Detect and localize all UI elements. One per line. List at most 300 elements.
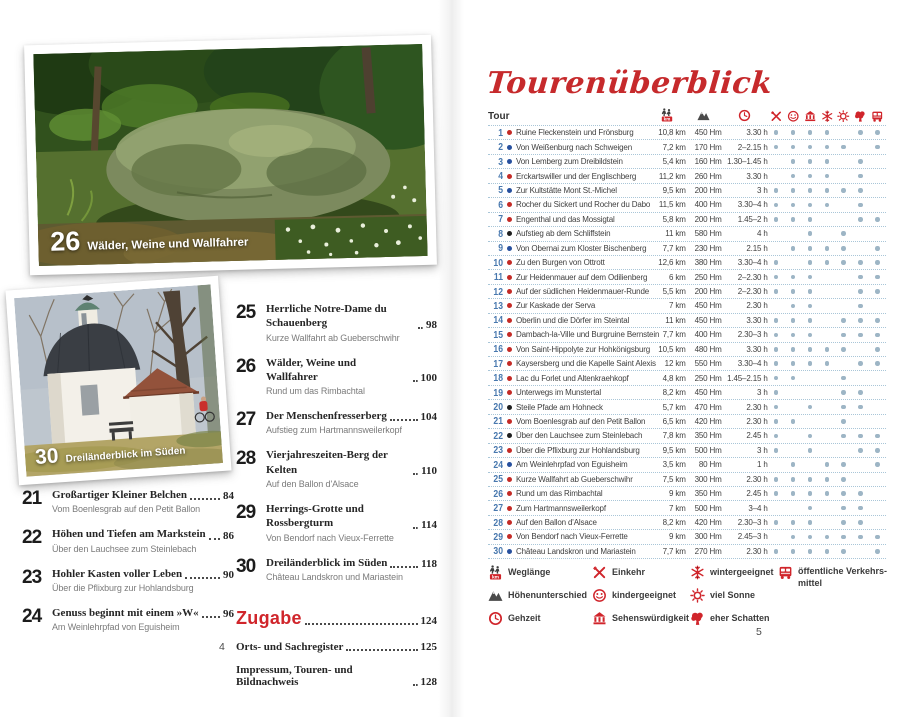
mark-cell <box>835 434 852 439</box>
tour-marks <box>768 549 886 554</box>
mark-dot <box>858 289 863 294</box>
dot-leader <box>190 498 220 500</box>
tour-elevation: 500 Hm <box>694 503 722 513</box>
mark-dot <box>791 333 796 338</box>
mark-cell <box>818 477 835 482</box>
toc-entry-title: Der Menschenfresserberg <box>266 410 387 423</box>
mark-cell <box>801 462 818 467</box>
mark-dot <box>791 347 796 352</box>
mark-cell <box>818 535 835 540</box>
toc-entry-page: 98 <box>426 318 437 331</box>
toc-entry <box>236 409 437 435</box>
tour-time: 1.30–1.45 h <box>727 157 768 167</box>
tour-time: 3.30 h <box>746 315 768 325</box>
mark-dot <box>825 535 830 540</box>
mark-cell <box>785 203 802 208</box>
toc-entry-page: 118 <box>421 557 437 570</box>
mark-dot <box>791 174 796 179</box>
tour-elevation: 200 Hm <box>694 287 722 297</box>
mark-dot <box>808 246 813 251</box>
tour-time: 3.30 h <box>746 128 768 138</box>
mark-cell <box>835 130 852 135</box>
mark-cell <box>852 520 869 525</box>
difficulty-dot <box>507 361 512 366</box>
mark-cell <box>768 419 785 424</box>
mark-cell <box>818 491 835 496</box>
mark-cell <box>869 390 886 395</box>
table-row <box>488 429 886 443</box>
tour-time: 2.45 h <box>746 431 768 441</box>
tour-name: Zur Kaskade der Serva <box>516 301 596 311</box>
mark-cell <box>785 260 802 265</box>
tour-number: 3 <box>498 155 503 168</box>
toc-entry-subtitle: Von Bendorf nach Vieux-Ferrette <box>266 532 394 543</box>
mark-cell <box>818 520 835 525</box>
toc-entry-number: 30 <box>236 555 256 577</box>
mark-cell <box>801 304 818 309</box>
mark-dot <box>791 462 796 467</box>
tour-name: Engenthal und das Mossigtal <box>516 214 615 224</box>
legend-item <box>778 565 888 589</box>
difficulty-cell <box>503 275 516 280</box>
tour-number: 9 <box>498 242 503 255</box>
mark-dot <box>841 333 846 338</box>
table-row <box>488 487 886 501</box>
toc-entry-title: Genuss beginnt mit einem »W« <box>52 606 199 619</box>
mark-dot <box>858 520 863 525</box>
tour-distance: 5,7 km <box>662 402 686 412</box>
mark-cell <box>768 333 785 338</box>
dot-leader <box>185 577 220 579</box>
table-row <box>488 530 886 544</box>
mark-cell <box>852 405 869 410</box>
toc-entry <box>22 488 234 514</box>
difficulty-dot <box>507 202 512 207</box>
toc-column-left <box>22 488 234 645</box>
page-gutter-shadow <box>438 0 464 717</box>
dot-leader <box>413 684 418 686</box>
tour-elevation: 270 Hm <box>694 546 722 556</box>
mark-cell <box>869 520 886 525</box>
mark-dot <box>774 419 779 424</box>
tour-time: 3.30–4 h <box>737 258 768 268</box>
tour-distance: 7 km <box>668 301 686 311</box>
tour-elevation: 250 Hm <box>694 272 722 282</box>
tour-name: Lac du Forlet und Altenkraehkopf <box>516 373 629 383</box>
mark-cell <box>768 506 785 511</box>
tour-time: 2.30 h <box>746 474 768 484</box>
mark-dot <box>791 145 796 150</box>
tour-marks <box>768 159 886 164</box>
mark-dot <box>791 304 796 309</box>
legend-item <box>690 565 778 580</box>
mark-cell <box>852 246 869 251</box>
toc-entry-page: 100 <box>420 372 437 385</box>
mark-cell <box>869 145 886 150</box>
mark-cell <box>835 535 852 540</box>
tour-distance: 6,5 km <box>662 416 686 426</box>
mark-cell <box>852 231 869 236</box>
legend-label: Einkehr <box>612 567 646 578</box>
mark-dot <box>791 535 796 540</box>
mark-cell <box>818 130 835 135</box>
mark-dot <box>808 535 813 540</box>
tour-number: 25 <box>493 473 503 486</box>
difficulty-cell <box>503 462 516 467</box>
page-title: Tourenüberblick <box>485 66 774 101</box>
mark-cell <box>869 347 886 352</box>
mark-dot <box>808 549 813 554</box>
mark-dot <box>825 130 830 135</box>
dot-leader <box>390 419 418 421</box>
mark-dot <box>841 405 846 410</box>
mark-cell <box>785 145 802 150</box>
mark-cell <box>768 376 785 381</box>
mark-dot <box>791 159 796 164</box>
mark-dot <box>791 275 796 280</box>
tour-number: 23 <box>493 444 503 457</box>
mark-cell <box>785 405 802 410</box>
difficulty-cell <box>503 145 516 150</box>
toc-entry-page: 86 <box>223 529 234 542</box>
mark-cell <box>852 448 869 453</box>
mark-cell <box>768 159 785 164</box>
tour-number: 6 <box>498 198 503 211</box>
mark-dot <box>808 260 813 265</box>
mark-dot <box>774 520 779 525</box>
tour-marks <box>768 520 886 525</box>
mark-cell <box>785 448 802 453</box>
toc-extra-entry <box>236 641 437 653</box>
mark-dot <box>858 130 863 135</box>
tour-name: Zum Hartmannsweilerkopf <box>516 503 606 513</box>
tour-marks <box>768 462 886 467</box>
mark-dot <box>791 130 796 135</box>
mark-cell <box>768 434 785 439</box>
tour-elevation: 230 Hm <box>694 243 722 253</box>
smiley-icon <box>787 110 800 123</box>
difficulty-dot <box>507 549 512 554</box>
tour-time: 3.30–4 h <box>737 200 768 210</box>
tour-elevation: 420 Hm <box>694 518 722 528</box>
mark-cell <box>785 361 802 366</box>
mark-cell <box>835 203 852 208</box>
cutlery-icon <box>770 110 783 123</box>
mark-dot <box>808 506 813 511</box>
mark-dot <box>858 174 863 179</box>
mark-dot <box>858 333 863 338</box>
page-number-right: 5 <box>756 626 762 638</box>
mark-cell <box>818 260 835 265</box>
mark-dot <box>825 549 830 554</box>
mark-dot <box>875 217 880 222</box>
svg-text:km: km <box>491 575 500 580</box>
tour-elevation: 300 Hm <box>694 474 722 484</box>
mark-cell <box>818 333 835 338</box>
mark-cell <box>801 333 818 338</box>
mark-cell <box>852 549 869 554</box>
difficulty-cell <box>503 520 516 525</box>
toc-entry-number: 22 <box>22 527 42 549</box>
tour-number: 18 <box>493 372 503 385</box>
legend-label: Gehzeit <box>508 613 541 624</box>
tour-distance: 7,2 km <box>662 142 686 152</box>
mark-cell <box>852 304 869 309</box>
mark-cell <box>768 491 785 496</box>
mark-cell <box>869 260 886 265</box>
mark-dot <box>774 347 779 352</box>
table-row <box>488 285 886 299</box>
mark-cell <box>768 535 785 540</box>
tour-distance: 9 km <box>668 489 686 499</box>
mark-cell <box>818 347 835 352</box>
photo-caption <box>50 224 249 256</box>
mark-dot <box>841 188 846 193</box>
tour-distance: 7,7 km <box>662 330 686 340</box>
mark-dot <box>808 203 813 208</box>
mark-dot <box>774 448 779 453</box>
mark-dot <box>875 130 880 135</box>
difficulty-cell <box>503 303 516 308</box>
difficulty-cell <box>503 318 516 323</box>
mark-cell <box>835 419 852 424</box>
mark-cell <box>818 304 835 309</box>
mark-dot <box>774 549 779 554</box>
mark-cell <box>801 289 818 294</box>
tour-elevation: 80 Hm <box>698 460 722 470</box>
mark-dot <box>774 434 779 439</box>
tour-name: Oberlin und die Dörfer im Steintal <box>516 315 630 325</box>
tour-time: 2.30–3 h <box>737 330 768 340</box>
tour-marks <box>768 188 886 193</box>
mark-cell <box>818 448 835 453</box>
tour-time: 3–4 h <box>748 503 768 513</box>
toc-entry-page: 96 <box>223 608 234 621</box>
mark-dot <box>808 361 813 366</box>
mountain-icon <box>697 109 710 122</box>
difficulty-dot <box>507 289 512 294</box>
tour-marks <box>768 491 886 496</box>
mark-dot <box>774 188 779 193</box>
mark-dot <box>808 188 813 193</box>
mark-cell <box>835 462 852 467</box>
mark-cell <box>869 376 886 381</box>
mark-dot <box>841 535 846 540</box>
difficulty-dot <box>507 520 512 525</box>
toc-entry <box>236 448 437 489</box>
tour-marks <box>768 231 886 236</box>
mark-dot <box>774 361 779 366</box>
tour-name: Von Lemberg zum Dreibildstein <box>516 157 623 167</box>
mark-dot <box>875 448 880 453</box>
difficulty-dot <box>507 159 512 164</box>
tour-number: 28 <box>493 516 503 529</box>
tour-number: 30 <box>493 545 503 558</box>
tour-elevation: 470 Hm <box>694 402 722 412</box>
difficulty-dot <box>507 448 512 453</box>
mark-dot <box>875 434 880 439</box>
dot-leader <box>418 327 423 329</box>
difficulty-cell <box>503 405 516 410</box>
legend-item <box>690 611 778 626</box>
toc-entry-subtitle: Auf den Ballon d'Alsace <box>266 479 359 490</box>
mark-cell <box>801 159 818 164</box>
mark-cell <box>768 390 785 395</box>
tour-elevation: 200 Hm <box>694 214 722 224</box>
mark-cell <box>801 549 818 554</box>
mark-cell <box>801 130 818 135</box>
mark-dot <box>825 174 830 179</box>
table-row <box>488 343 886 357</box>
toc-entry-page: 124 <box>420 614 437 627</box>
mark-cell <box>801 246 818 251</box>
toc-entry-subtitle: Vom Boenlesgrab auf den Petit Ballon <box>52 504 201 515</box>
difficulty-cell <box>503 332 516 337</box>
mark-cell <box>768 130 785 135</box>
dot-leader <box>413 380 418 382</box>
mark-cell <box>768 405 785 410</box>
mark-dot <box>858 217 863 222</box>
tour-elevation: 350 Hm <box>694 489 722 499</box>
tour-marks <box>768 347 886 352</box>
difficulty-cell <box>503 419 516 424</box>
mark-dot <box>808 318 813 323</box>
mark-dot <box>858 506 863 511</box>
difficulty-dot <box>507 275 512 280</box>
difficulty-cell <box>503 246 516 251</box>
mark-cell <box>869 246 886 251</box>
mark-dot <box>825 159 830 164</box>
toc-entry-subtitle: Über die Pflixburg zur Hohlandsburg <box>52 582 194 593</box>
mark-cell <box>785 376 802 381</box>
mark-cell <box>785 217 802 222</box>
tour-elevation: 160 Hm <box>694 157 722 167</box>
tour-distance: 3,5 km <box>662 460 686 470</box>
toc-entry-title: Orts- und Sachregister <box>236 640 344 653</box>
mark-cell <box>768 203 785 208</box>
table-row <box>488 169 886 183</box>
tour-number: 2 <box>498 141 503 154</box>
mark-dot <box>875 535 880 540</box>
tour-marks <box>768 304 886 309</box>
mark-cell <box>801 434 818 439</box>
mark-dot <box>774 130 779 135</box>
legend-column <box>592 565 690 626</box>
tour-distance: 5,5 km <box>662 287 686 297</box>
mark-cell <box>785 333 802 338</box>
tour-name: Aufstieg ab dem Schliffstein <box>516 229 611 239</box>
legend-label: viel Sonne <box>710 590 756 601</box>
difficulty-cell <box>503 534 516 539</box>
toc-entry-page: 84 <box>223 490 234 503</box>
difficulty-cell <box>503 289 516 294</box>
legend-column <box>778 565 888 626</box>
legend-label: eher Schatten <box>710 613 770 624</box>
mark-cell <box>835 145 852 150</box>
mark-cell <box>835 549 852 554</box>
mark-cell <box>852 275 869 280</box>
mark-dot <box>858 188 863 193</box>
difficulty-cell <box>503 347 516 352</box>
tour-marks <box>768 506 886 511</box>
table-row <box>488 545 886 559</box>
tour-time: 2.45–3 h <box>737 532 768 542</box>
mark-dot <box>791 203 796 208</box>
tour-distance: 7,7 km <box>662 243 686 253</box>
mark-cell <box>818 203 835 208</box>
mark-dot <box>841 145 846 150</box>
tour-time: 1.45–2 h <box>737 214 768 224</box>
mark-cell <box>801 318 818 323</box>
mark-cell <box>852 203 869 208</box>
mark-dot <box>858 361 863 366</box>
mark-dot <box>858 304 863 309</box>
mark-dot <box>825 462 830 467</box>
mark-cell <box>818 405 835 410</box>
mark-cell <box>869 506 886 511</box>
mark-cell <box>852 491 869 496</box>
mark-dot <box>808 448 813 453</box>
toc-entry-title: Großartiger Kleiner Belchen <box>52 489 188 501</box>
mark-cell <box>801 275 818 280</box>
tour-name: Von Bendorf nach Vieux-Ferrette <box>516 532 628 542</box>
mark-cell <box>818 361 835 366</box>
tour-distance: 10,5 km <box>658 344 686 354</box>
table-row <box>488 501 886 515</box>
tour-distance: 9,5 km <box>662 445 686 455</box>
tour-elevation: 170 Hm <box>694 142 722 152</box>
toc-entry-subtitle: Château Landskron und Mariastein <box>266 571 403 582</box>
mark-dot <box>774 203 779 208</box>
tour-column-label: Tour <box>488 111 510 122</box>
toc-entry-page: 125 <box>420 640 437 653</box>
mark-cell <box>768 477 785 482</box>
tour-time: 2–2.15 h <box>737 142 768 152</box>
mark-cell <box>768 246 785 251</box>
tour-number: 21 <box>493 415 503 428</box>
mark-cell <box>801 174 818 179</box>
tour-distance: 9,5 km <box>662 185 686 195</box>
tour-number: 14 <box>493 314 503 327</box>
mark-dot <box>791 361 796 366</box>
toc-entry-title: Impressum, Touren- und Bildnachweis <box>236 663 353 688</box>
mark-dot <box>774 145 779 150</box>
difficulty-dot <box>507 318 512 323</box>
mark-dot <box>791 549 796 554</box>
museum-icon <box>592 611 607 626</box>
mark-cell <box>852 174 869 179</box>
mark-cell <box>852 506 869 511</box>
mark-cell <box>768 347 785 352</box>
tour-time: 2.30 h <box>746 402 768 412</box>
legend-item <box>488 611 592 626</box>
legend-column <box>690 565 778 626</box>
dot-leader <box>413 473 418 475</box>
difficulty-dot <box>507 174 512 179</box>
tour-elevation: 550 Hm <box>694 359 722 369</box>
difficulty-cell <box>503 159 516 164</box>
mark-cell <box>852 260 869 265</box>
mark-cell <box>835 289 852 294</box>
tour-distance: 5,8 km <box>662 214 686 224</box>
difficulty-cell <box>503 448 516 453</box>
mark-cell <box>801 347 818 352</box>
mark-cell <box>801 477 818 482</box>
mark-dot <box>825 188 830 193</box>
mark-cell <box>768 289 785 294</box>
mark-cell <box>869 289 886 294</box>
table-row <box>488 256 886 270</box>
